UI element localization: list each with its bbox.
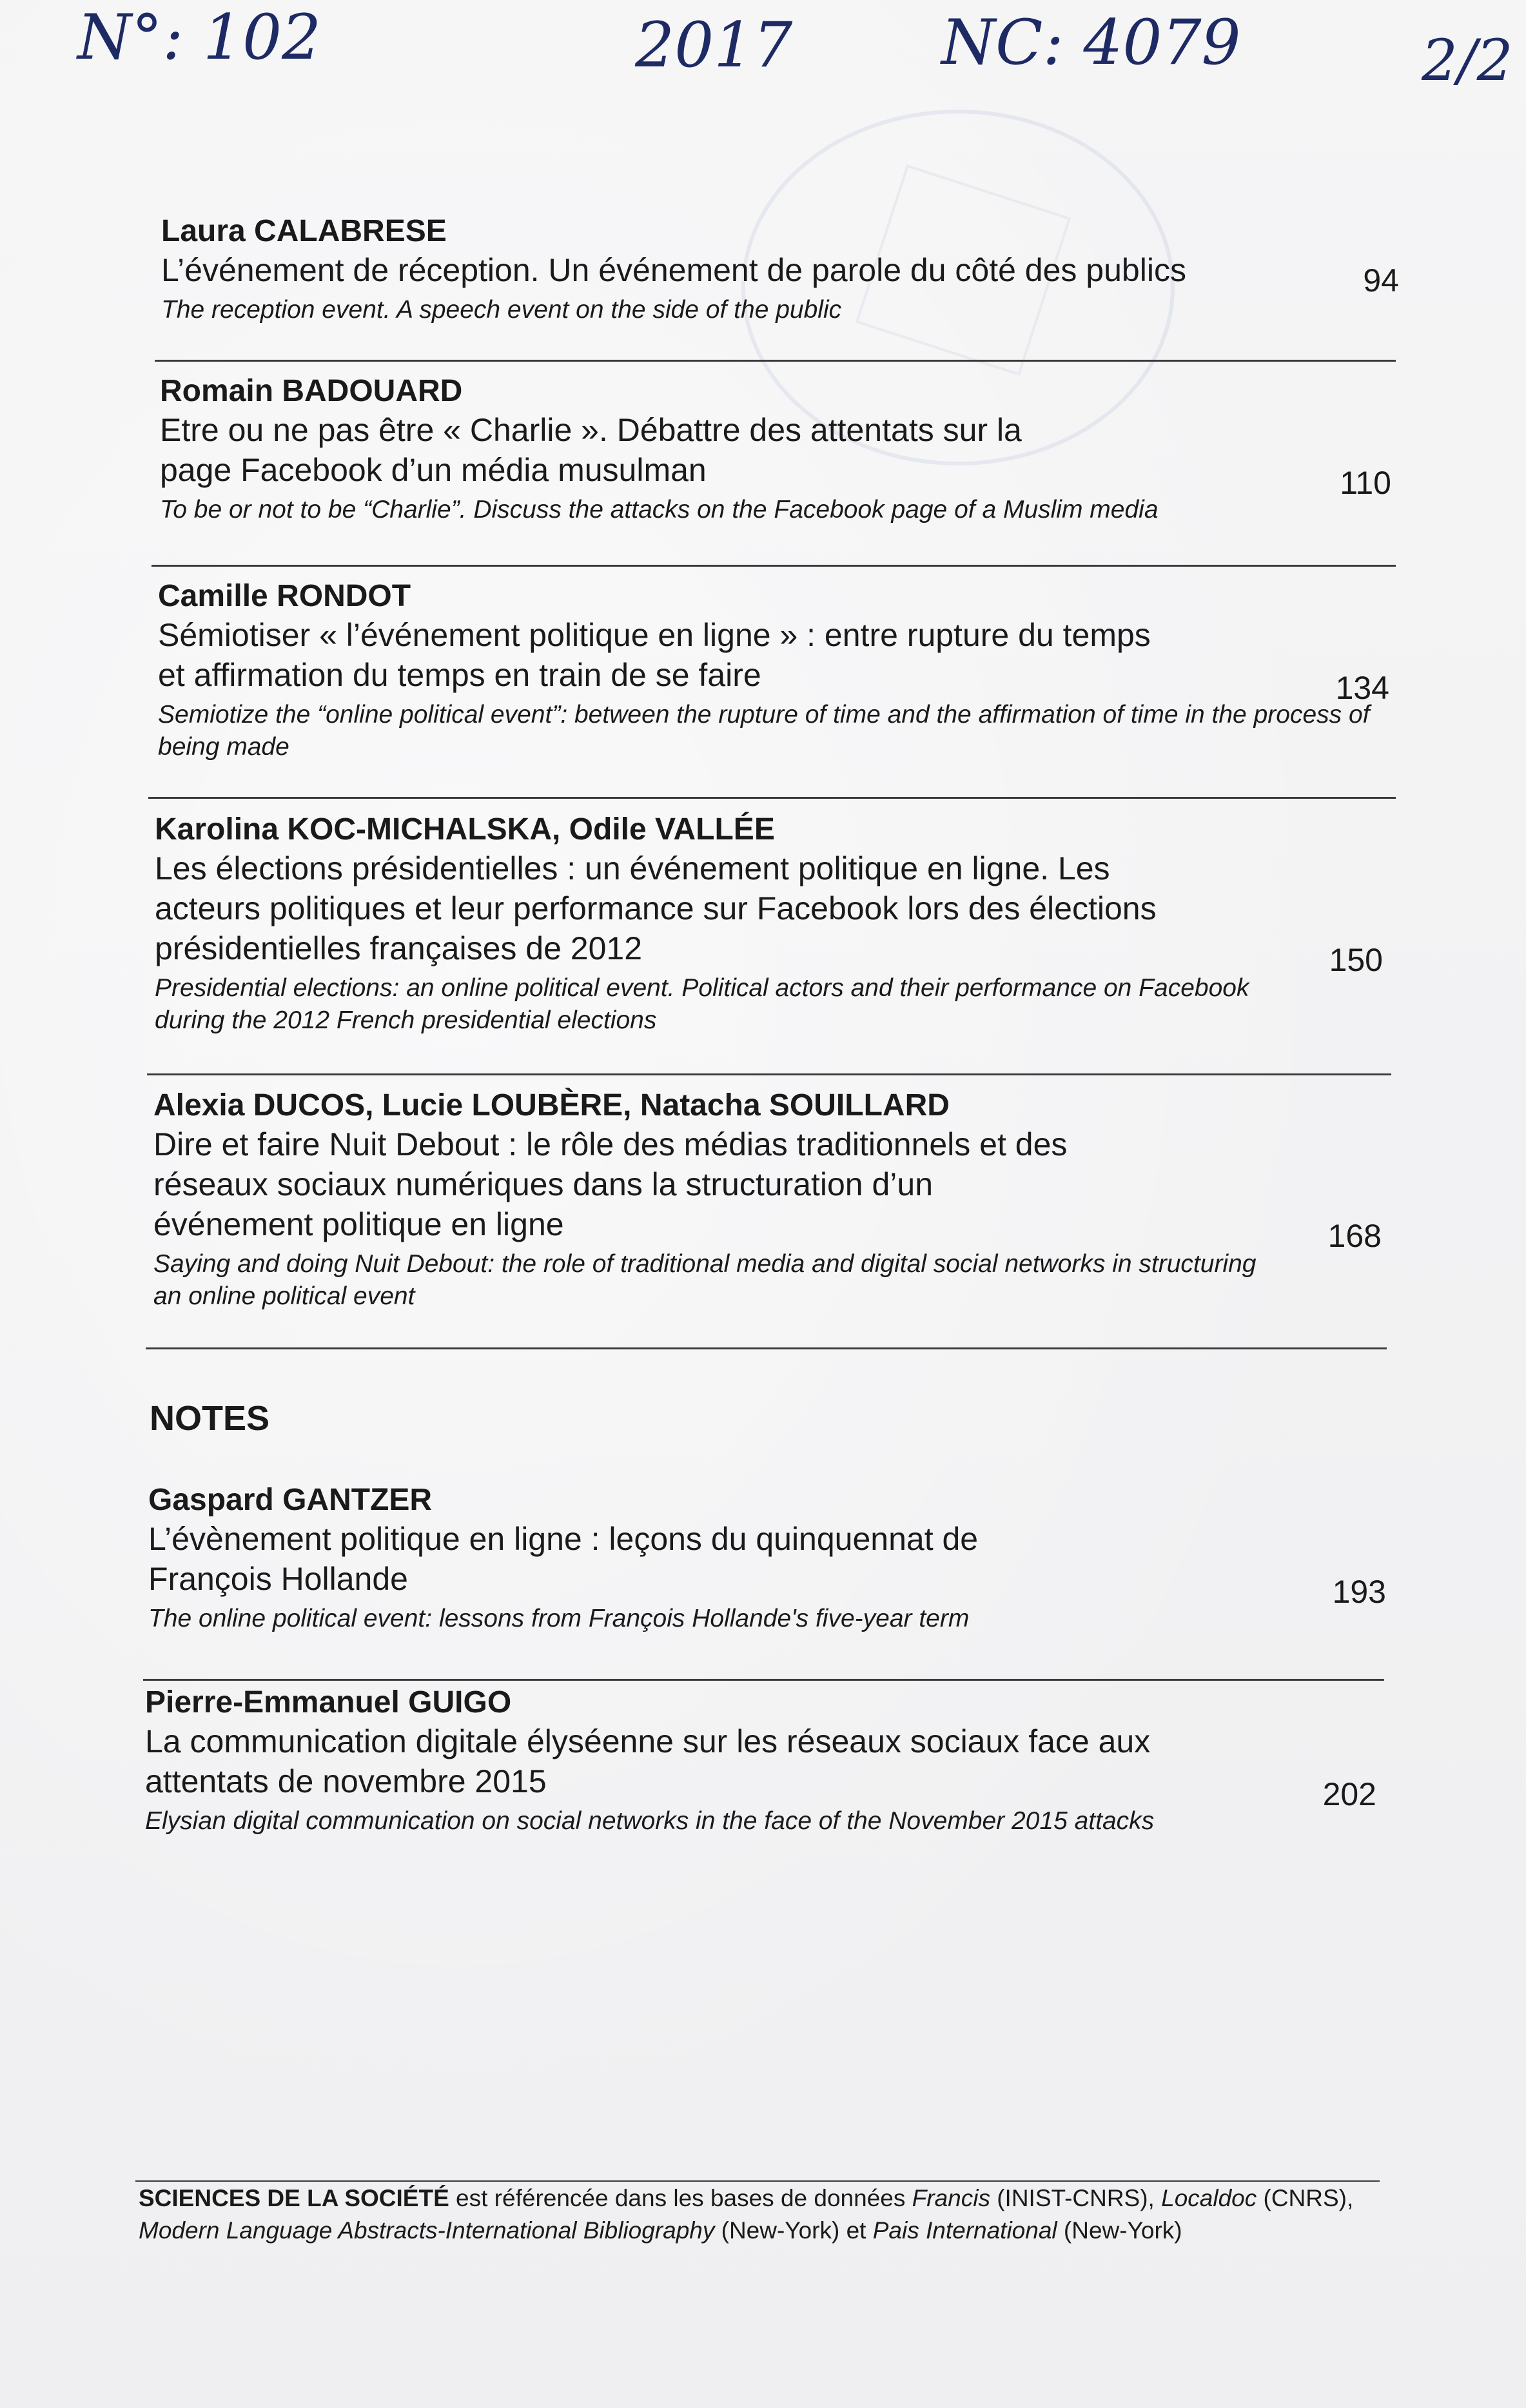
entry-title: L’événement de réception. Un événement de parole du côté des publics: [161, 252, 1186, 288]
entry-subtitle: The online political event: lessons from François Hollande's five-year term: [148, 1605, 970, 1632]
divider: [147, 1073, 1391, 1075]
entry-page-number: 150: [1329, 942, 1383, 978]
entry-title: La communication digitale élyséenne sur les réseaux sociaux face aux attentats de novembre 2015: [145, 1723, 1151, 1799]
toc-entry: [160, 373, 1398, 526]
entry-subtitle: Saying and doing Nuit Debout: the role of traditional media and digital social networks in structuring an online political event: [153, 1250, 1257, 1310]
entry-author: Alexia DUCOS, Lucie LOUBÈRE, Natacha SOUILLARD: [153, 1088, 950, 1122]
entry-author: Pierre-Emmanuel GUIGO: [145, 1685, 512, 1719]
entry-page-number: 134: [1335, 670, 1389, 706]
entry-page-number: 202: [1322, 1776, 1376, 1812]
divider: [146, 1347, 1387, 1349]
footer-text: (New-York): [1057, 2217, 1182, 2244]
entry-author: Gaspard GANTZER: [148, 1483, 433, 1517]
indexing-note: [139, 2182, 1389, 2247]
footer-text: (CNRS),: [1257, 2185, 1354, 2211]
entry-subtitle: To be or not to be “Charlie”. Discuss the attacks on the Facebook page of a Muslim media: [160, 496, 1159, 524]
entry-title: Etre ou ne pas être « Charlie ». Débattre des attentats sur la page Facebook d’un média musulman: [160, 412, 1022, 488]
entry-subtitle: Semiotize the “online political event”: between the rupture of time and the affirmation of time in the process of being made: [158, 701, 1370, 761]
entry-page-number: 168: [1327, 1218, 1382, 1254]
notes-heading: NOTES: [150, 1399, 270, 1438]
toc-entry: [161, 213, 1399, 326]
database-name: Modern Language Abstracts-International Bibliography: [139, 2217, 715, 2244]
entry-page-number: 110: [1340, 465, 1391, 501]
divider: [155, 360, 1396, 362]
divider: [143, 1679, 1384, 1681]
database-name: Francis: [912, 2185, 990, 2211]
toc-entry: [153, 1087, 1391, 1313]
toc-entry: [148, 1482, 1386, 1635]
database-name: Localdoc: [1161, 2185, 1257, 2211]
entry-author: Karolina KOC-MICHALSKA, Odile VALLÉE: [155, 812, 775, 847]
footer-text: (New-York) et: [714, 2217, 873, 2244]
entry-author: Romain BADOUARD: [160, 374, 463, 408]
entry-title: Sémiotiser « l’événement politique en ligne » : entre rupture du temps et affirmation du temps en train de se faire: [158, 617, 1151, 693]
entry-title: Les élections présidentielles : un événement politique en ligne. Les acteurs politiques et leur performance sur Facebook lors des élections présidentielles françaises de 2012: [155, 850, 1157, 966]
handwritten-number: N°: 102: [77, 1, 322, 73]
entry-author: Laura CALABRESE: [161, 214, 447, 248]
toc-entry: [155, 811, 1393, 1037]
entry-subtitle: Elysian digital communication on social networks in the face of the November 2015 attacks: [145, 1807, 1155, 1835]
entry-author: Camille RONDOT: [158, 579, 411, 613]
divider: [148, 797, 1396, 799]
handwritten-nc: NC: 4079: [941, 6, 1241, 79]
footer-text: est référencée dans les bases de données: [449, 2185, 912, 2211]
entry-page-number: 193: [1332, 1574, 1386, 1610]
journal-name: SCIENCES DE LA SOCIÉTÉ: [139, 2185, 449, 2211]
handwritten-year: 2017: [635, 9, 793, 81]
entry-subtitle: Presidential elections: an online political event. Political actors and their performance on Facebook during the 2012 French presidential elections: [155, 974, 1249, 1034]
entry-page-number: 94: [1363, 262, 1399, 299]
handwritten-fraction: 2/2: [1422, 27, 1513, 93]
entry-title: Dire et faire Nuit Debout : le rôle des médias traditionnels et des réseaux sociaux numériques dans la structuration d’un événement politique en ligne: [153, 1126, 1068, 1242]
divider: [152, 565, 1396, 567]
footer-text: (INIST-CNRS),: [990, 2185, 1162, 2211]
entry-title: L’évènement politique en ligne : leçons du quinquennat de François Hollande: [148, 1521, 979, 1597]
toc-entry: [158, 578, 1396, 763]
footer-divider: [135, 2180, 1380, 2182]
entry-subtitle: The reception event. A speech event on the side of the public: [161, 296, 842, 324]
database-name: Pais International: [872, 2217, 1057, 2244]
toc-entry: [145, 1684, 1383, 1837]
